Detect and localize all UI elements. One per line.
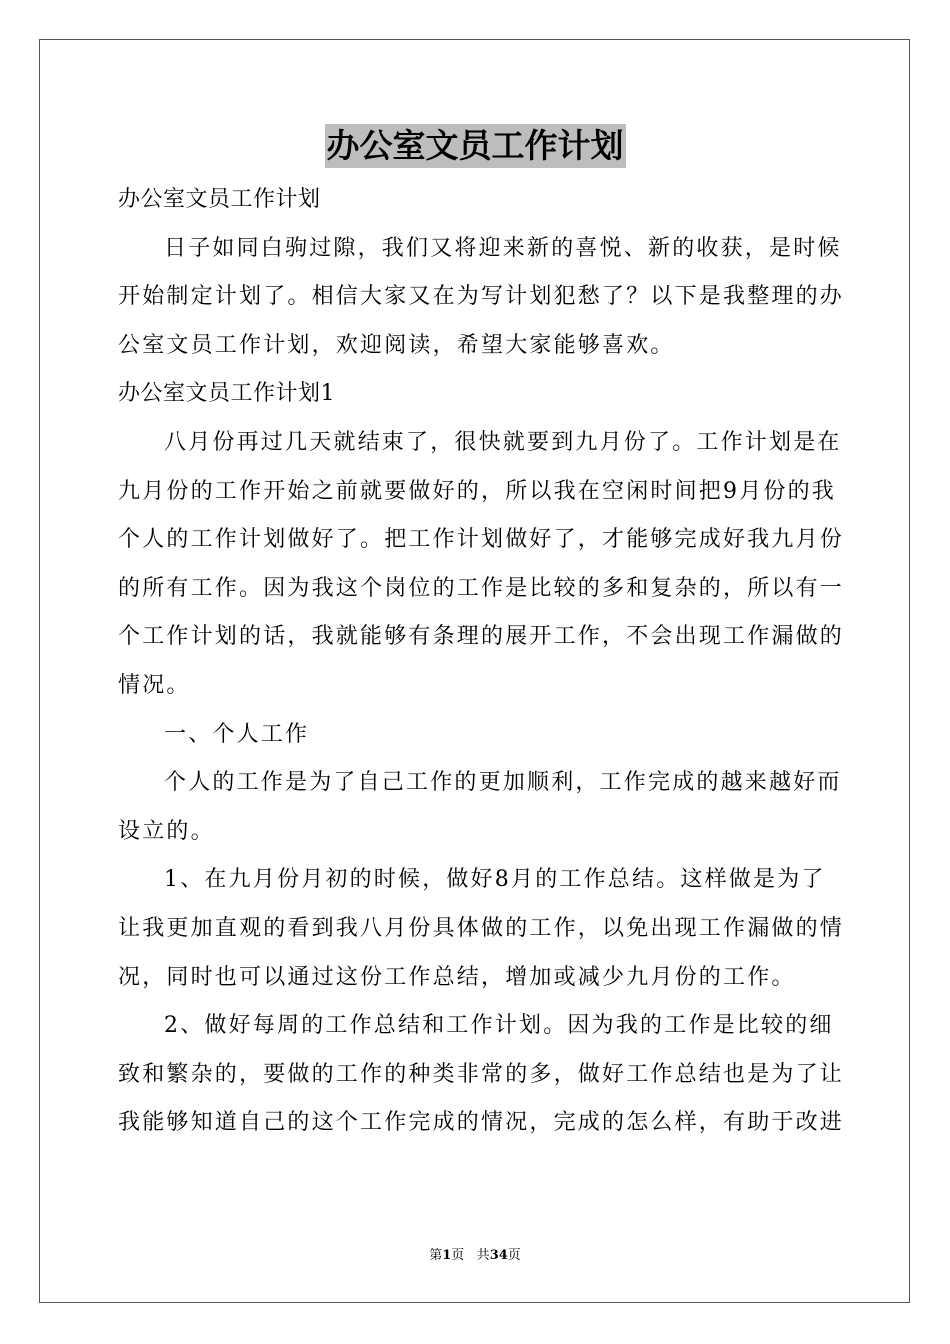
total-prefix: 共 bbox=[476, 1248, 490, 1263]
intro-paragraph bbox=[118, 225, 845, 371]
title-container bbox=[0, 124, 950, 168]
page-suffix: 页 bbox=[451, 1248, 465, 1263]
text-line: 1、在九月份月初的时候，做好8月的工作总结。这样做是为了 bbox=[164, 867, 826, 893]
text-line: 的所有工作。因为我这个岗位的工作是比较的多和复杂的，所以有一 bbox=[118, 575, 845, 601]
text-line: 九月份的工作开始之前就要做好的，所以我在空闲时间把9月份的我 bbox=[118, 478, 836, 504]
page-footer bbox=[0, 1247, 950, 1265]
text-line: 开始制定计划了。相信大家又在为写计划犯愁了？以下是我整理的办 bbox=[118, 284, 845, 310]
section-title: 办公室文员工作计划1 bbox=[118, 381, 335, 407]
text-line: 个工作计划的话，我就能够有条理的展开工作，不会出现工作漏做的 bbox=[118, 624, 845, 650]
text-line: 个人的工作计划做好了。把工作计划做好了，才能够完成好我九月份 bbox=[118, 527, 845, 553]
text-line: 设立的。 bbox=[118, 818, 215, 844]
page-number: 1 bbox=[442, 1248, 452, 1263]
paragraph-3 bbox=[118, 856, 845, 1002]
document-title: 办公室文员工作计划 bbox=[325, 124, 626, 168]
text-line: 2、做好每周的工作总结和工作计划。因为我的工作是比较的细 bbox=[164, 1013, 834, 1039]
text-line: 八月份再过几天就结束了，很快就要到九月份了。工作计划是在 bbox=[164, 429, 842, 455]
page-prefix: 第 bbox=[429, 1248, 443, 1263]
text-line: 日子如同白驹过隙，我们又将迎来新的喜悦、新的收获，是时候 bbox=[164, 235, 842, 261]
paragraph-4 bbox=[118, 1002, 845, 1148]
total-pages: 34 bbox=[489, 1248, 508, 1263]
text-line: 致和繁杂的，要做的工作的种类非常的多，做好工作总结也是为了让 bbox=[118, 1061, 845, 1087]
text-line: 情况。 bbox=[118, 672, 191, 698]
text-line: 我能够知道自己的这个工作完成的情况，完成的怎么样，有助于改进 bbox=[118, 1110, 845, 1136]
text-line: 况，同时也可以通过这份工作总结，增加或减少九月份的工作。 bbox=[118, 964, 796, 990]
document-body bbox=[118, 176, 845, 1148]
subtitle: 办公室文员工作计划 bbox=[118, 187, 321, 212]
paragraph-1 bbox=[118, 419, 845, 711]
paragraph-2 bbox=[118, 759, 842, 856]
text-line: 让我更加直观的看到我八月份具体做的工作，以免出现工作漏做的情 bbox=[118, 915, 845, 941]
text-line: 个人的工作是为了自己工作的更加顺利，工作完成的越来越好而 bbox=[164, 770, 842, 796]
total-suffix: 页 bbox=[507, 1248, 521, 1263]
text-line: 公室文员工作计划，欢迎阅读，希望大家能够喜欢。 bbox=[118, 332, 675, 358]
heading-personal-work: 一、个人工作 bbox=[164, 721, 310, 747]
